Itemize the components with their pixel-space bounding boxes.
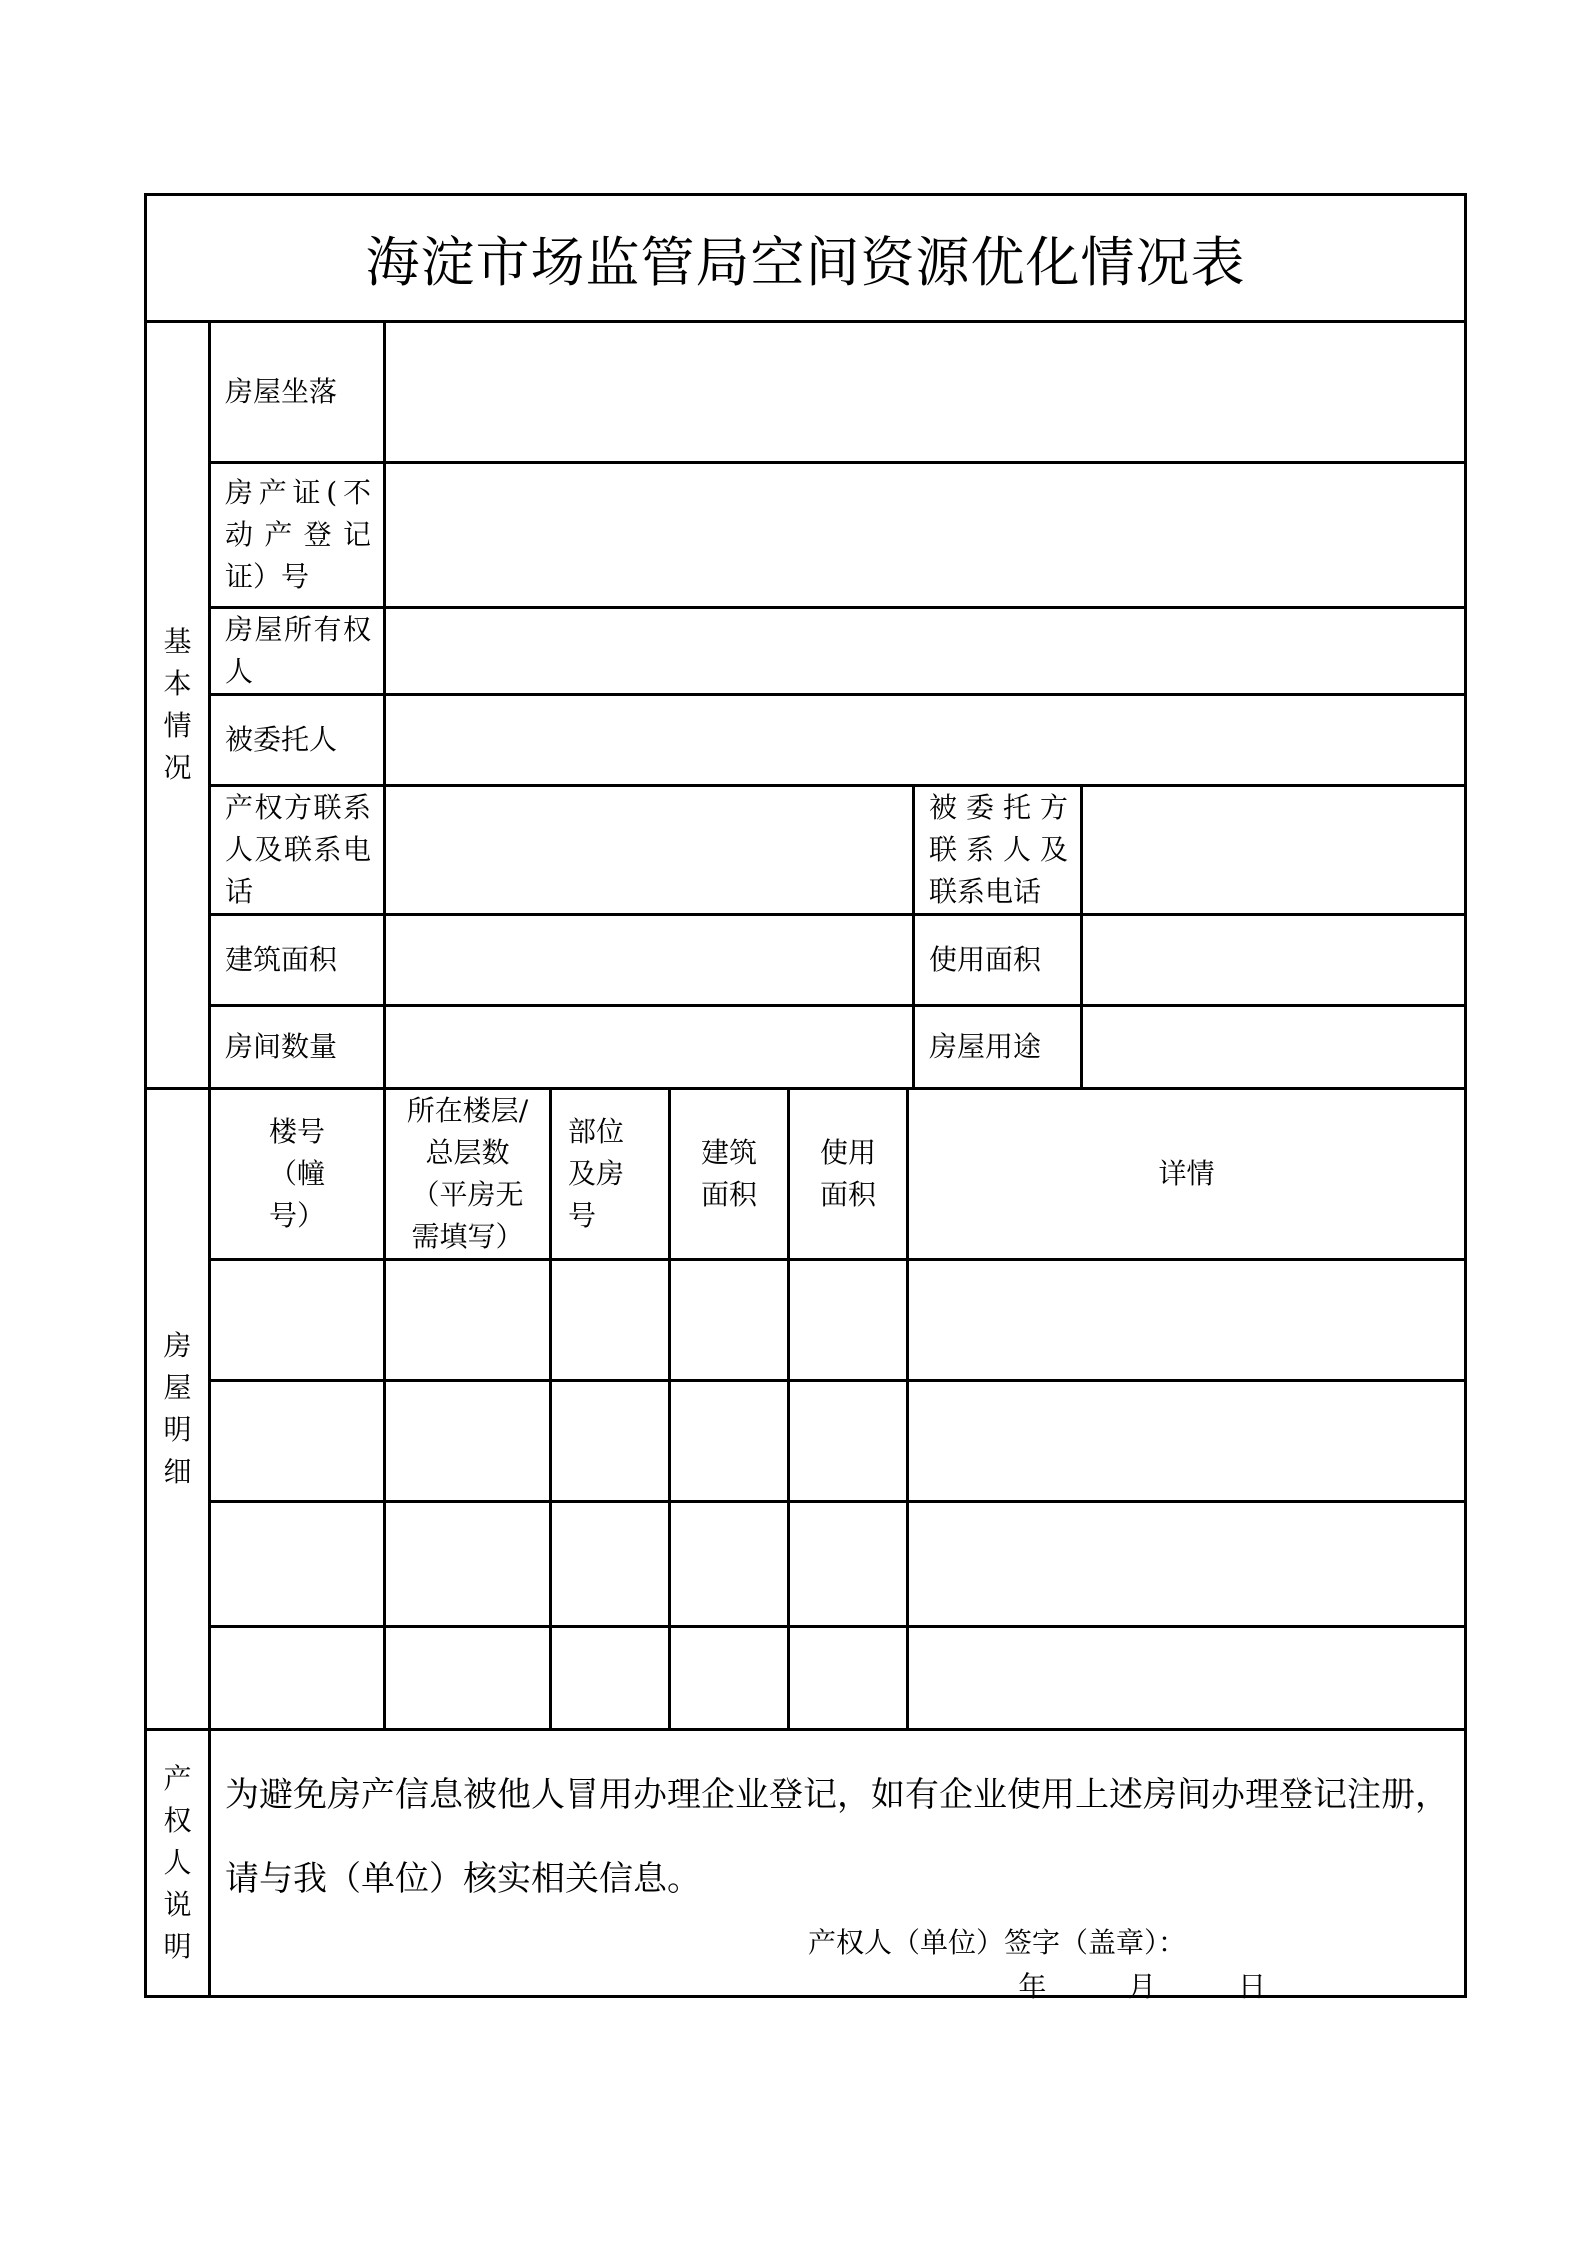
date-month-label: 月 (1128, 1970, 1157, 2003)
section-label-char: 明 (163, 1413, 192, 1446)
section-label-char: 房 (163, 1329, 192, 1362)
section-label-detail (146, 1089, 210, 1730)
cell-room[interactable] (551, 1260, 670, 1381)
label-usage: 房屋用途 (914, 1006, 1082, 1089)
cell-details[interactable] (908, 1627, 1466, 1730)
field-trustee-contact[interactable] (1082, 786, 1466, 915)
date-day-label: 日 (1238, 1970, 1267, 2003)
signature-block (808, 1921, 1267, 2009)
section-label-char: 情 (163, 709, 192, 742)
space-resource-form (144, 193, 1467, 2003)
field-usable-area[interactable] (1082, 915, 1466, 1006)
label-owner: 房屋所有权人 (210, 608, 385, 695)
section-label-statement (146, 1730, 210, 1997)
cell-details[interactable] (908, 1260, 1466, 1381)
cell-room[interactable] (551, 1627, 670, 1730)
cell-building-area[interactable] (670, 1381, 789, 1502)
cell-usable-area[interactable] (789, 1381, 908, 1502)
header-floor: 所在楼层/总层数（平房无需填写） (385, 1089, 551, 1260)
label-trustee: 被委托人 (210, 695, 385, 786)
cell-usable-area[interactable] (789, 1627, 908, 1730)
section-label-char: 明 (163, 1930, 192, 1963)
table-row (146, 1260, 1466, 1381)
label-building-area: 建筑面积 (210, 915, 385, 1006)
cell-usable-area[interactable] (789, 1502, 908, 1627)
section-label-char: 产 (163, 1762, 192, 1795)
label-room-count: 房间数量 (210, 1006, 385, 1089)
field-usage[interactable] (1082, 1006, 1466, 1089)
date-year-label: 年 (1018, 1970, 1047, 2003)
cell-floor[interactable] (385, 1381, 551, 1502)
cell-building-area[interactable] (670, 1502, 789, 1627)
field-trustee[interactable] (385, 695, 1466, 786)
section-label-char: 细 (163, 1455, 192, 1488)
form-title: 海淀市场监管局空间资源优化情况表 (146, 195, 1466, 322)
field-owner[interactable] (385, 608, 1466, 695)
section-label-char: 人 (163, 1846, 192, 1879)
field-room-count[interactable] (385, 1006, 914, 1089)
cell-building[interactable] (210, 1502, 385, 1627)
signature-date[interactable] (888, 1965, 1266, 2009)
field-location[interactable] (385, 322, 1466, 463)
field-cert-no[interactable] (385, 463, 1466, 608)
table-row (146, 1502, 1466, 1627)
cell-building[interactable] (210, 1260, 385, 1381)
field-owner-contact[interactable] (385, 786, 914, 915)
header-usable-area: 使用面积 (789, 1089, 908, 1260)
statement-text: 为避免房产信息被他人冒用办理企业登记，如有企业使用上述房间办理登记注册，请与我（单位）核实相关信息。 (225, 1775, 1449, 1899)
header-details: 详情 (908, 1089, 1466, 1260)
section-label-char: 本 (163, 667, 192, 700)
cell-building-area[interactable] (670, 1627, 789, 1730)
cell-floor[interactable] (385, 1502, 551, 1627)
field-building-area[interactable] (385, 915, 914, 1006)
cell-details[interactable] (908, 1502, 1466, 1627)
cell-floor[interactable] (385, 1627, 551, 1730)
cell-building[interactable] (210, 1627, 385, 1730)
section-label-char: 屋 (163, 1371, 192, 1404)
cell-building-area[interactable] (670, 1260, 789, 1381)
cell-usable-area[interactable] (789, 1260, 908, 1381)
header-building: 楼号（幢号） (210, 1089, 385, 1260)
cell-room[interactable] (551, 1502, 670, 1627)
signature-label: 产权人（单位）签字（盖章）： (808, 1926, 1187, 1959)
section-label-basic (146, 322, 210, 1089)
cell-building[interactable] (210, 1381, 385, 1502)
section-label-char: 况 (163, 751, 192, 784)
table-row (146, 1627, 1466, 1730)
label-owner-contact: 产权方联系人及联系电话 (210, 786, 385, 915)
section-label-char: 基 (163, 625, 192, 658)
label-trustee-contact: 被委托方联系人及联系电话 (914, 786, 1082, 915)
statement-cell (210, 1730, 1466, 2003)
cell-room[interactable] (551, 1381, 670, 1502)
cell-details[interactable] (908, 1381, 1466, 1502)
label-cert-no: 房产证(不动产登记证）号 (210, 463, 385, 608)
section-label-char: 权 (163, 1804, 192, 1837)
header-room: 部位及房号 (551, 1089, 670, 1260)
header-building-area: 建筑面积 (670, 1089, 789, 1260)
cell-floor[interactable] (385, 1260, 551, 1381)
section-label-char: 说 (163, 1888, 192, 1921)
table-row (146, 1381, 1466, 1502)
label-location: 房屋坐落 (210, 322, 385, 463)
label-usable-area: 使用面积 (914, 915, 1082, 1006)
